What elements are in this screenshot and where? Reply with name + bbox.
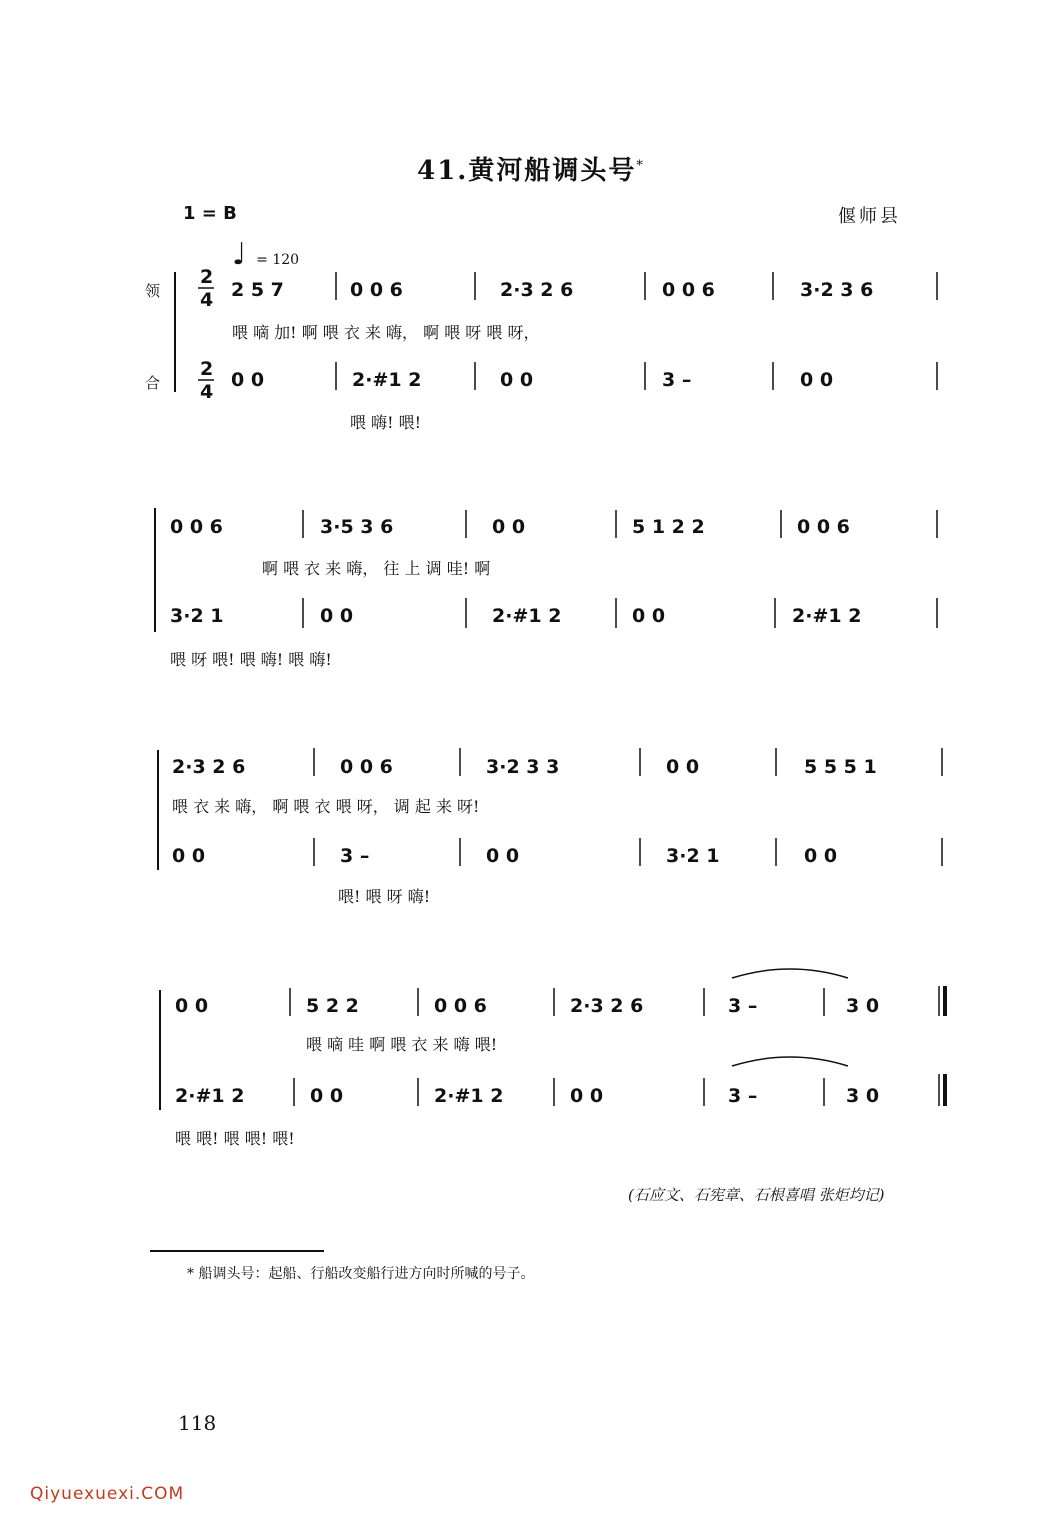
lead-measure: 3·5 3 6: [320, 516, 394, 538]
time-signature-bottom: 4: [200, 289, 214, 311]
lead-measure: 0 0: [175, 995, 209, 1017]
chorus-measure: 0 0: [800, 369, 834, 391]
tie-arc: [732, 969, 848, 978]
lead-measure: 0 0 6: [797, 516, 850, 538]
chorus-lyrics: 喂 喂! 喂 喂! 喂!: [175, 1129, 295, 1148]
chorus-measure: 2·#1 2: [434, 1085, 504, 1107]
title-footnote-mark: *: [636, 158, 645, 174]
footnote: * 船调头号：起船、行船改变船行进方向时所喊的号子。: [187, 1266, 535, 1282]
quarter-note-icon: ♩: [232, 237, 247, 272]
song-title-text: 41.黄河船调头号: [417, 156, 637, 186]
chorus-measure: 0 0: [310, 1085, 344, 1107]
lead-measure: 0 0: [492, 516, 526, 538]
lead-lyrics: 喂 嘀 哇 啊 喂 衣 来 嗨 喂!: [306, 1035, 498, 1054]
score-system-1: [175, 266, 937, 432]
key-signature: 1 = B: [183, 203, 237, 224]
lead-measure: 3 –: [728, 995, 758, 1017]
chorus-lyrics: 喂! 喂 呀 嗨!: [338, 887, 431, 906]
lead-measure: 2·3 2 6: [500, 279, 574, 301]
lead-part-label: 领: [145, 282, 161, 300]
lead-measure: 2·3 2 6: [172, 756, 246, 778]
chorus-measure: 0 0: [632, 605, 666, 627]
time-signature-bottom: 4: [200, 381, 214, 403]
score-system-4: [160, 969, 945, 1148]
lead-measure: 3·2 3 6: [800, 279, 874, 301]
chorus-measure: 2·#1 2: [792, 605, 862, 627]
lead-lyrics: 喂 衣 来 嗨， 啊 喂 衣 喂 呀， 调 起 来 呀!: [172, 797, 480, 816]
score-system-2: [155, 508, 937, 669]
chorus-measure: 0 0: [320, 605, 354, 627]
lead-measure: 0 0: [666, 756, 700, 778]
chorus-measure: 0 0: [172, 845, 206, 867]
lead-measure: 2 5 7: [231, 279, 284, 301]
performer-credit: (石应文、石宪章、石根喜唱 张炬均记): [628, 1186, 885, 1204]
site-watermark: Qiyuexuexi.COM: [30, 1484, 185, 1504]
chorus-measure: 0 0: [500, 369, 534, 391]
lead-measure: 0 0 6: [170, 516, 223, 538]
chorus-measure: 2·#1 2: [492, 605, 562, 627]
chorus-lyrics: 喂 嗨! 喂!: [350, 413, 422, 432]
chorus-measure: 3 –: [728, 1085, 758, 1107]
lead-measure: 5 2 2: [306, 995, 359, 1017]
lead-lyrics: 啊 喂 衣 来 嗨， 往 上 调 哇! 啊: [262, 559, 491, 578]
tie-arc: [732, 1057, 848, 1066]
chorus-measure: 0 0: [570, 1085, 604, 1107]
chorus-measure: 3·2 1: [170, 605, 224, 627]
lead-measure: 3·2 3 3: [486, 756, 560, 778]
lead-measure: 2·3 2 6: [570, 995, 644, 1017]
lead-measure: 0 0 6: [340, 756, 393, 778]
score-system-3: [158, 748, 942, 906]
chorus-measure: 2·#1 2: [352, 369, 422, 391]
lead-measure: 0 0 6: [434, 995, 487, 1017]
chorus-measure: 0 0: [804, 845, 838, 867]
lead-measure: 0 0 6: [350, 279, 403, 301]
time-signature-top: 2: [200, 266, 214, 288]
time-signature-top: 2: [200, 358, 214, 380]
chorus-part-label: 合: [145, 374, 161, 392]
lead-measure: 5 1 2 2: [632, 516, 705, 538]
lead-measure: 5 5 5 1: [804, 756, 877, 778]
lead-lyrics: 喂 嘀 加! 啊 喂 衣 来 嗨， 啊 喂 呀 喂 呀，: [232, 323, 540, 342]
page-number: 118: [178, 1411, 217, 1435]
chorus-measure: 3 –: [662, 369, 692, 391]
chorus-measure: 0 0: [231, 369, 265, 391]
lead-measure: 0 0 6: [662, 279, 715, 301]
lead-measure: 3 0: [846, 995, 880, 1017]
chorus-lyrics: 喂 呀 喂! 喂 嗨! 喂 嗨!: [170, 650, 332, 669]
footnote-divider: [150, 1250, 324, 1252]
chorus-measure: 3 –: [340, 845, 370, 867]
region-name: 偃师县: [838, 206, 901, 227]
chorus-measure: 3·2 1: [666, 845, 720, 867]
chorus-measure: 2·#1 2: [175, 1085, 245, 1107]
chorus-measure: 3 0: [846, 1085, 880, 1107]
tempo-value: = 120: [256, 252, 300, 268]
chorus-measure: 0 0: [486, 845, 520, 867]
